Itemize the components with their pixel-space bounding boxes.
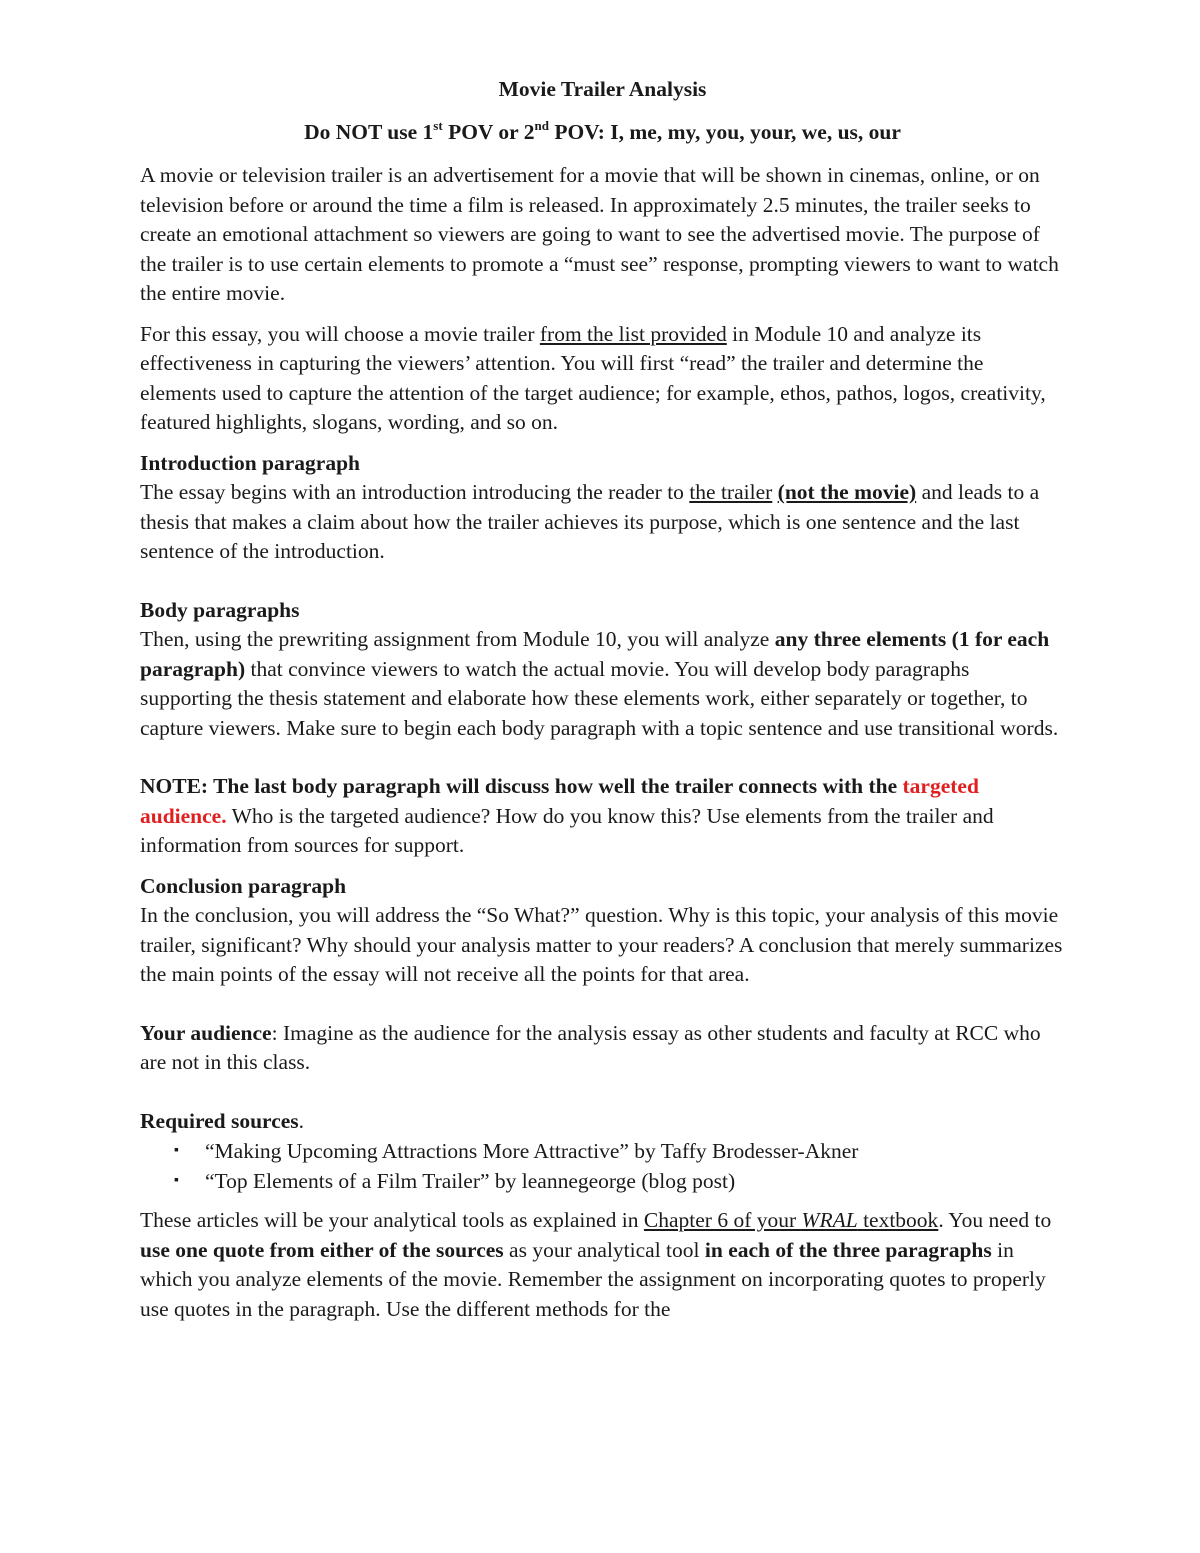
superscript-nd: nd xyxy=(534,118,549,133)
introduction-heading: Introduction paragraph xyxy=(140,450,361,475)
the-trailer-underlined: the trailer xyxy=(689,480,773,504)
superscript-st: st xyxy=(433,118,443,133)
sources-heading-text: Required sources xyxy=(140,1108,299,1133)
body-paragraph xyxy=(140,625,1065,743)
bullet-icon: ▪ xyxy=(174,1173,179,1188)
pov-warning xyxy=(140,117,1065,147)
source-title: “Making Upcoming Attractions More Attractive” by Taffy Brodesser-Akner xyxy=(205,1139,859,1163)
audience-label: Your audience xyxy=(140,1020,272,1045)
final-text: These articles will be your analytical tools as explained in xyxy=(140,1208,644,1232)
list-item xyxy=(140,1166,1065,1196)
bullet-icon: ▪ xyxy=(174,1143,179,1158)
note-text: Who is the targeted audience? How do you know this? Use elements from the trailer and information from sources for support. xyxy=(140,803,994,857)
list-item xyxy=(140,1136,1065,1166)
essay-text: For this essay, you will choose a movie trailer xyxy=(140,321,540,346)
document-page xyxy=(140,74,1065,1324)
pov-warning-text: POV or 2 xyxy=(442,120,535,144)
audience-text: : Imagine as the audience for the analysis essay as other students and faculty at RCC who are not in this class. xyxy=(140,1020,1041,1074)
source-title: “Top Elements of a Film Trailer” by leannegeorge (blog post) xyxy=(205,1169,736,1193)
conclusion-paragraph: In the conclusion, you will address the “So What?” question. Why is this topic, your analysis of this movie trailer, significant? Why should your analysis matter to your readers? A conclusion that merely summarizes the main points of the essay will not receive all the points for that area. xyxy=(140,903,1063,986)
intro-paragraph: A movie or television trailer is an advertisement for a movie that will be shown in cinemas, online, or on television before or around the time a film is released. In approximately 2.5 minutes, the trailer seeks to create an emotional attachment so viewers are going to want to see the advertised movie. The purpose of the trailer is to use certain elements to promote a “must see” response, prompting viewers to want to watch the entire movie. xyxy=(140,163,1059,305)
chapter-6-link[interactable]: Chapter 6 of your WRAL textbook xyxy=(643,1208,939,1232)
final-text: as your analytical tool xyxy=(503,1237,705,1262)
body-heading: Body paragraphs xyxy=(140,597,300,622)
sources-heading: Required sources. xyxy=(140,1108,305,1133)
introduction-paragraph xyxy=(140,478,1065,567)
note-bold: NOTE: The last body paragraph will discuss how well the trailer connects with the xyxy=(140,774,903,798)
not-the-movie-underlined: (not the movie) xyxy=(777,480,917,504)
three-elements-bold: any three elements (1 for each paragraph) xyxy=(140,627,1050,681)
body-text: that convince viewers to watch the actual movie. You will develop body paragraphs supporting the thesis statement and elaborate how these elements work, either separately or together, to capture viewers. Make sure to begin each body paragraph with a topic sentence and use transitional words. xyxy=(140,656,1059,740)
final-text: in which you analyze elements of the movie. Remember the assignment on incorporating quotes to properly use quotes in the paragraph. Use the different methods for the xyxy=(140,1237,1046,1321)
final-text: . You need to xyxy=(938,1208,1052,1232)
audience-paragraph xyxy=(140,1019,1065,1078)
note-paragraph xyxy=(140,772,1065,861)
introduction-text: The essay begins with an introduction introducing the reader to xyxy=(140,480,690,504)
sources-list xyxy=(140,1136,1065,1196)
three-paragraphs-bold: in each of the three paragraphs xyxy=(704,1237,992,1262)
use-one-quote-bold: use one quote from either of the sources xyxy=(140,1237,504,1262)
essay-text: in Module 10 and analyze its effectiveness in capturing the viewers’ attention. You will first “read” the trailer and determine the elements used to capture the attention of the target audience; for example, ethos, pathos, logos, creativity, featured highlights, slogans, wording, and so on. xyxy=(140,321,1046,434)
page-title: Movie Trailer Analysis xyxy=(498,77,707,101)
pov-warning-text: Do NOT use 1 xyxy=(304,120,434,144)
introduction-text: and leads to a thesis that makes a claim about how the trailer achieves its purpose, which is one sentence and the last sentence of the introduction. xyxy=(140,480,1040,563)
targeted-audience-red: targeted audience. xyxy=(140,774,979,828)
final-paragraph xyxy=(140,1206,1065,1324)
list-provided-link[interactable]: from the list provided xyxy=(539,321,727,346)
essay-paragraph xyxy=(140,320,1065,438)
pov-warning-text: POV: I, me, my, you, your, we, us, our xyxy=(548,120,901,144)
conclusion-heading: Conclusion paragraph xyxy=(140,873,347,898)
wral-italic: WRAL xyxy=(801,1208,858,1232)
body-text: Then, using the prewriting assignment from Module 10, you will analyze xyxy=(140,627,775,651)
